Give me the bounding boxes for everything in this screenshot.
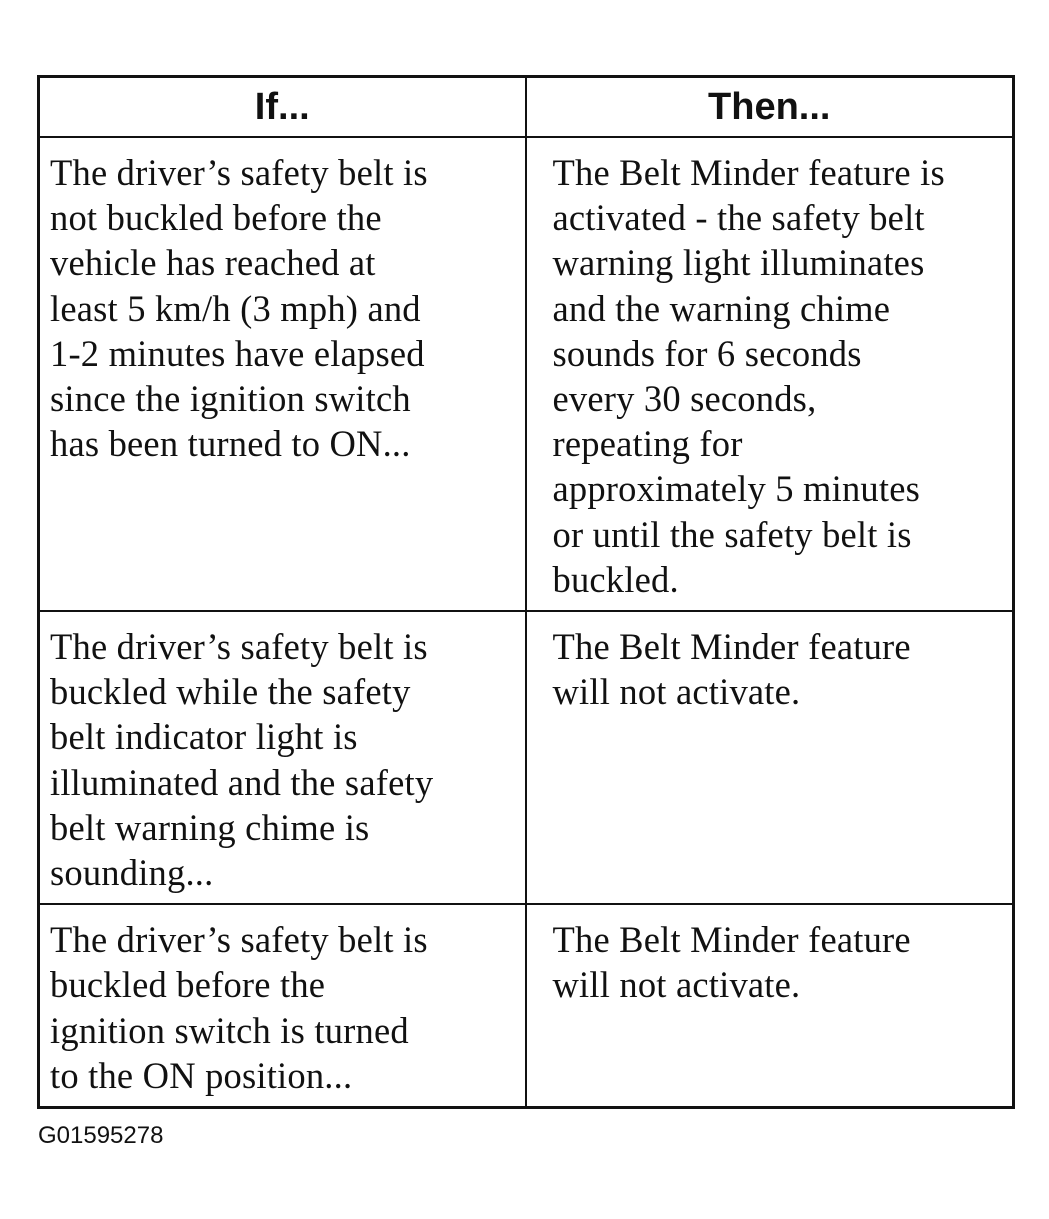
result-text: The Belt Minder feature will not activate. (552, 626, 911, 713)
belt-minder-condition-table (37, 75, 1015, 1109)
condition-text: The driver’s safety belt is buckled before the ignition switch is turned to the ON position... (50, 919, 428, 1096)
then-column-header: Then... (526, 77, 1014, 138)
then-cell (526, 611, 1014, 904)
if-column-header: If... (39, 77, 526, 138)
table-row (39, 137, 1014, 611)
table-row (39, 611, 1014, 904)
condition-text: The driver’s safety belt is not buckled before the vehicle has reached at least 5 km/h (3 mph) and 1-2 minutes have elapsed since the ignition switch has been turned to ON... (50, 152, 428, 465)
if-cell (39, 904, 526, 1107)
if-cell (39, 611, 526, 904)
result-text: The Belt Minder feature is activated - the safety belt warning light illuminates and the warning chime sounds for 6 seconds every 30 seconds, repeating for approximately 5 minutes or until the safety belt is buckled. (552, 152, 945, 600)
table-header-row (39, 77, 1014, 138)
then-cell (526, 904, 1014, 1107)
result-text: The Belt Minder feature will not activate. (552, 919, 911, 1006)
then-cell (526, 137, 1014, 611)
if-cell (39, 137, 526, 611)
table-row (39, 904, 1014, 1107)
condition-text: The driver’s safety belt is buckled while the safety belt indicator light is illuminated and the safety belt warning chime is sounding... (50, 626, 434, 894)
figure-id-label: G01595278 (38, 1122, 164, 1149)
